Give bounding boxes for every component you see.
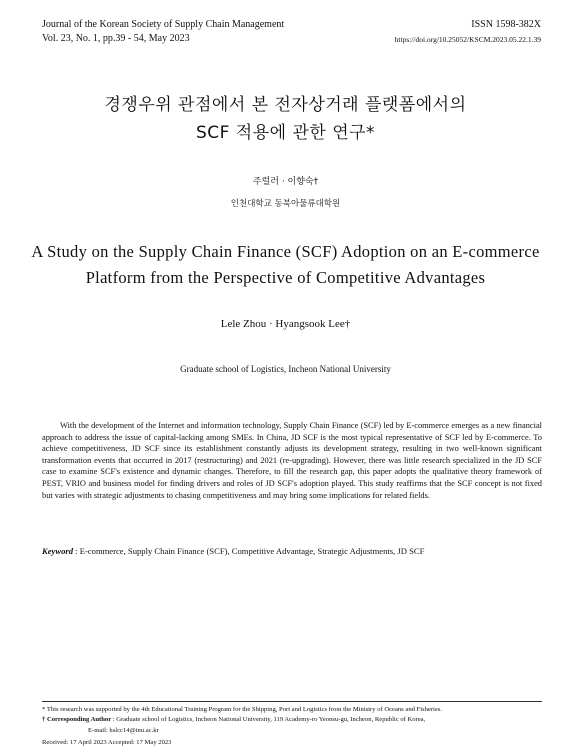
footnote-divider — [42, 701, 542, 702]
english-title-line1: A Study on the Supply Chain Finance (SCF) Adoption on an E-commerce — [31, 242, 540, 261]
korean-authors: 주럴러 · 이향숙† — [252, 177, 319, 187]
doi-link[interactable]: https://doi.org/10.25052/KSCM.2023.05.22.1.39 — [394, 35, 541, 44]
keyword-label: Keyword — [42, 546, 74, 556]
keyword-list: : E-commerce, Supply Chain Finance (SCF), Competitive Advantage, Strategic Adjustments, JD SCF — [73, 546, 425, 556]
corresponding-email[interactable]: E-mail: hslcc14@inu.ac.kr — [88, 727, 159, 734]
funding-footnote: * This research was supported by the 4th Educational Training Program for the Shipping, Port and Logistics from the Ministry of Oceans and Fisheries. — [42, 706, 443, 713]
english-affiliation: Graduate school of Logistics, Incheon National University — [180, 364, 391, 374]
volume-info: Vol. 23, No. 1, pp.39 - 54, May 2023 — [42, 33, 190, 44]
keywords — [42, 546, 424, 556]
corresponding-footnote — [42, 715, 552, 725]
issn: ISSN 1598-382X — [471, 19, 541, 30]
received-accepted-dates: Received: 17 April 2023 Accepted: 17 May 2023 — [42, 739, 172, 746]
korean-affiliation: 인천대학교 동북아물류대학원 — [230, 199, 341, 209]
corresponding-label: † Corresponding Author — [42, 716, 112, 723]
english-authors: Lele Zhou · Hyangsook Lee† — [220, 318, 351, 330]
corresponding-address: : Graduate school of Logistics, Incheon National University, 119 Academy-ro Yeonsu-gu, Incheon, Republic of Korea, — [111, 716, 426, 723]
english-title-line2: Platform from the Perspective of Competitive Advantages — [85, 268, 486, 287]
journal-name: Journal of the Korean Society of Supply Chain Management — [42, 19, 285, 30]
korean-title-line1: 경쟁우위 관점에서 본 전자상거래 플랫폼에서의 — [104, 95, 467, 115]
korean-title-line2: SCF 적용에 관한 연구* — [195, 123, 376, 143]
abstract-text: With the development of the Internet and information technology, Supply Chain Finance (SCF) led by E-commerce emerges as a new financial approach to address the issue of capital-lacking among SMEs. In China, JD SCF is the most typical representative of SCF led by E-commerce. To achieve competitiveness, JD SCF since its establishment constantly adjusts its development strategy, resulting in two well-known significant transformation events that occurred in 2017 (restructuring) and 2021 (re-upgrading). However, there was little research specialized in the JD SCF case to examine SCF's existence and dynamic changes. Therefore, to fill the research gap, this paper adopts the qualitative theory framework of PEST, VRIO and business model for finding drivers and roles of JD SCF's adoption played. This study reaffirms that the SCF concept is not fixed but varies with strategic adjustments to chasing competitiveness and may bring some implications for related fields. — [42, 421, 542, 500]
